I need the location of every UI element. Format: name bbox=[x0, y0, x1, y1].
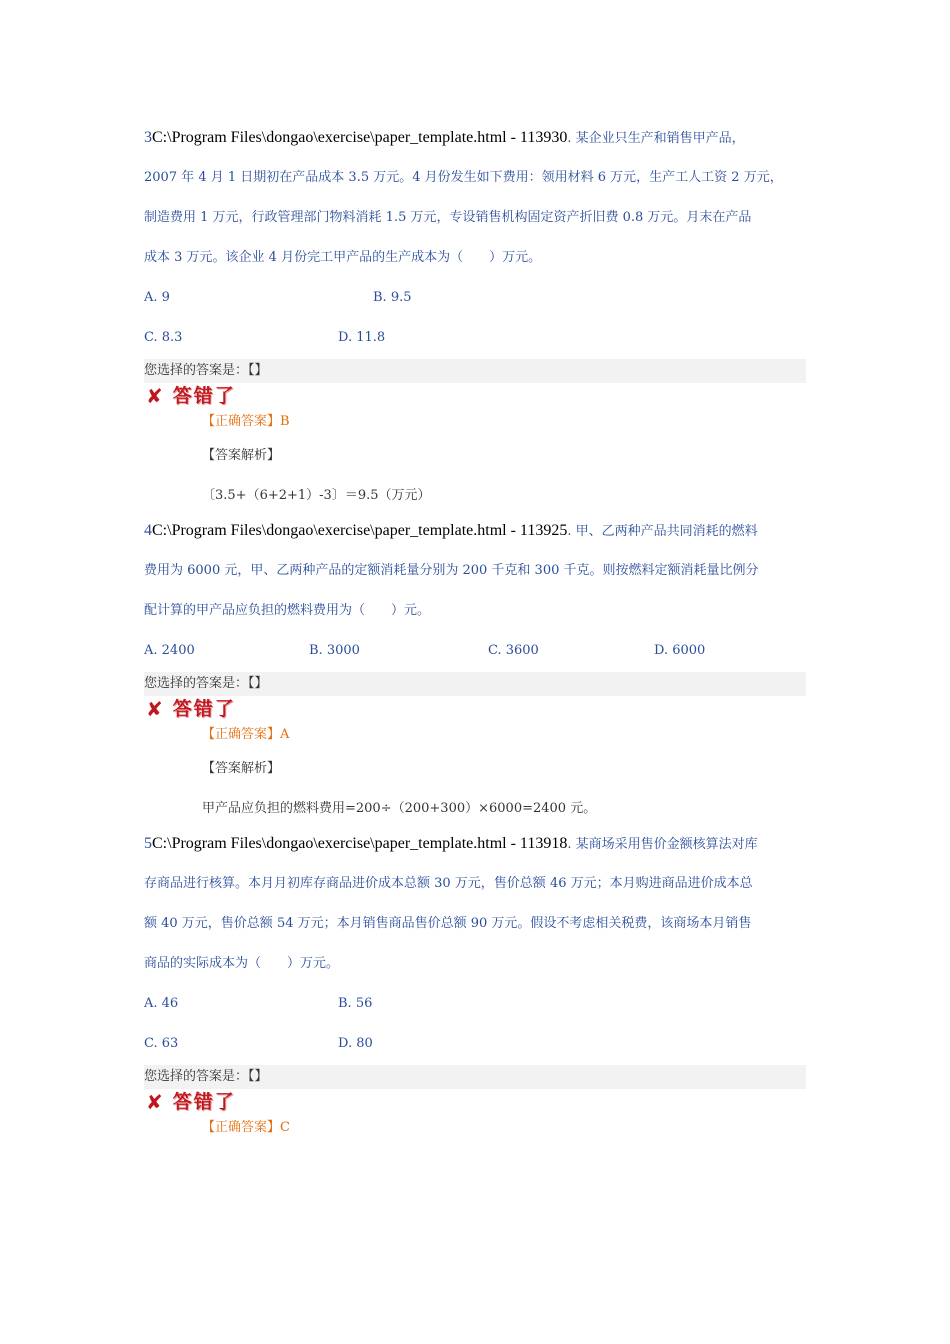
question-text-line: 额 40 万元，售价总额 54 万元；本月销售商品售价总额 90 万元。假设不考虑相关税费，该商场本月销售 bbox=[144, 916, 752, 931]
wrong-x-icon: ✘ bbox=[146, 697, 163, 721]
question-5-header bbox=[144, 834, 758, 855]
question-number: 3 bbox=[144, 129, 152, 146]
correct-answer-value: A bbox=[280, 727, 290, 742]
wrong-x-icon: ✘ bbox=[146, 1090, 163, 1114]
correct-answer-label: 【正确答案】 bbox=[202, 1120, 281, 1135]
analysis-label: 【答案解析】 bbox=[202, 761, 281, 776]
wrong-indicator bbox=[146, 384, 236, 408]
chosen-answer-bar: 您选择的答案是：【】 bbox=[144, 672, 806, 696]
question-text-line: 制造费用 1 万元，行政管理部门物料消耗 1.5 万元，专设销售机构固定资产折旧费 0.8 万元。月末在产品 bbox=[144, 210, 752, 225]
question-3-header bbox=[144, 128, 745, 149]
wrong-indicator bbox=[146, 697, 236, 721]
question-4-header bbox=[144, 521, 758, 542]
wrong-text: 答错了 bbox=[172, 698, 236, 720]
analysis-label: 【答案解析】 bbox=[202, 448, 281, 463]
option-d: D. 6000 bbox=[654, 643, 706, 658]
wrong-text: 答错了 bbox=[172, 385, 236, 407]
question-text: . 甲、乙两种产品共同消耗的燃料 bbox=[567, 524, 758, 539]
question-number: 4 bbox=[144, 522, 152, 539]
option-b: B. 9.5 bbox=[373, 290, 412, 305]
question-text: . 某企业只生产和销售甲产品， bbox=[567, 131, 745, 146]
wrong-x-icon: ✘ bbox=[146, 384, 163, 408]
correct-answer-label: 【正确答案】 bbox=[202, 414, 281, 429]
correct-answer bbox=[202, 412, 290, 432]
question-text-line: 2007 年 4 月 1 日期初在产品成本 3.5 万元。4 月份发生如下费用：领用材料 6 万元，生产工人工资 2 万元， bbox=[144, 170, 783, 185]
option-c: C. 8.3 bbox=[144, 330, 183, 345]
question-text-line: 费用为 6000 元，甲、乙两种产品的定额消耗量分别为 200 千克和 300 千克。则按燃料定额消耗量比例分 bbox=[144, 563, 759, 578]
wrong-indicator bbox=[146, 1090, 236, 1114]
analysis-text: 〔3.5+（6+2+1）-3〕＝9.5（万元） bbox=[202, 488, 431, 503]
question-text-line: 存商品进行核算。本月月初库存商品进价成本总额 30 万元，售价总额 46 万元；本月购进商品进价成本总 bbox=[144, 876, 753, 891]
correct-answer bbox=[202, 1118, 290, 1138]
question-text-line: 配计算的甲产品应负担的燃料费用为（ ）元。 bbox=[144, 603, 431, 618]
correct-answer-value: C bbox=[280, 1120, 290, 1135]
option-a: A. 9 bbox=[144, 290, 170, 305]
question-path: C:\Program Files\dongao\exercise\paper_template.html - 113930 bbox=[152, 129, 568, 146]
question-path: C:\Program Files\dongao\exercise\paper_template.html - 113925 bbox=[152, 522, 568, 539]
analysis-text: 甲产品应负担的燃料费用=200÷（200+300）×6000=2400 元。 bbox=[202, 801, 597, 816]
option-a: A. 2400 bbox=[144, 643, 195, 658]
option-d: D. 11.8 bbox=[338, 330, 386, 345]
correct-answer-label: 【正确答案】 bbox=[202, 727, 281, 742]
wrong-text: 答错了 bbox=[172, 1091, 236, 1113]
option-d: D. 80 bbox=[338, 1036, 373, 1051]
option-a: A. 46 bbox=[144, 996, 179, 1011]
question-text-line: 商品的实际成本为（ ）万元。 bbox=[144, 956, 340, 971]
option-c: C. 3600 bbox=[488, 643, 539, 658]
correct-answer-value: B bbox=[280, 414, 290, 429]
chosen-answer-bar: 您选择的答案是：【】 bbox=[144, 1065, 806, 1089]
chosen-answer-bar: 您选择的答案是：【】 bbox=[144, 359, 806, 383]
option-b: B. 3000 bbox=[309, 643, 360, 658]
option-b: B. 56 bbox=[338, 996, 373, 1011]
option-c: C. 63 bbox=[144, 1036, 179, 1051]
question-text-line: 成本 3 万元。该企业 4 月份完工甲产品的生产成本为（ ）万元。 bbox=[144, 250, 542, 265]
question-number: 5 bbox=[144, 835, 152, 852]
question-path: C:\Program Files\dongao\exercise\paper_template.html - 113918 bbox=[152, 835, 568, 852]
correct-answer bbox=[202, 725, 289, 745]
question-text: . 某商场采用售价金额核算法对库 bbox=[567, 837, 758, 852]
